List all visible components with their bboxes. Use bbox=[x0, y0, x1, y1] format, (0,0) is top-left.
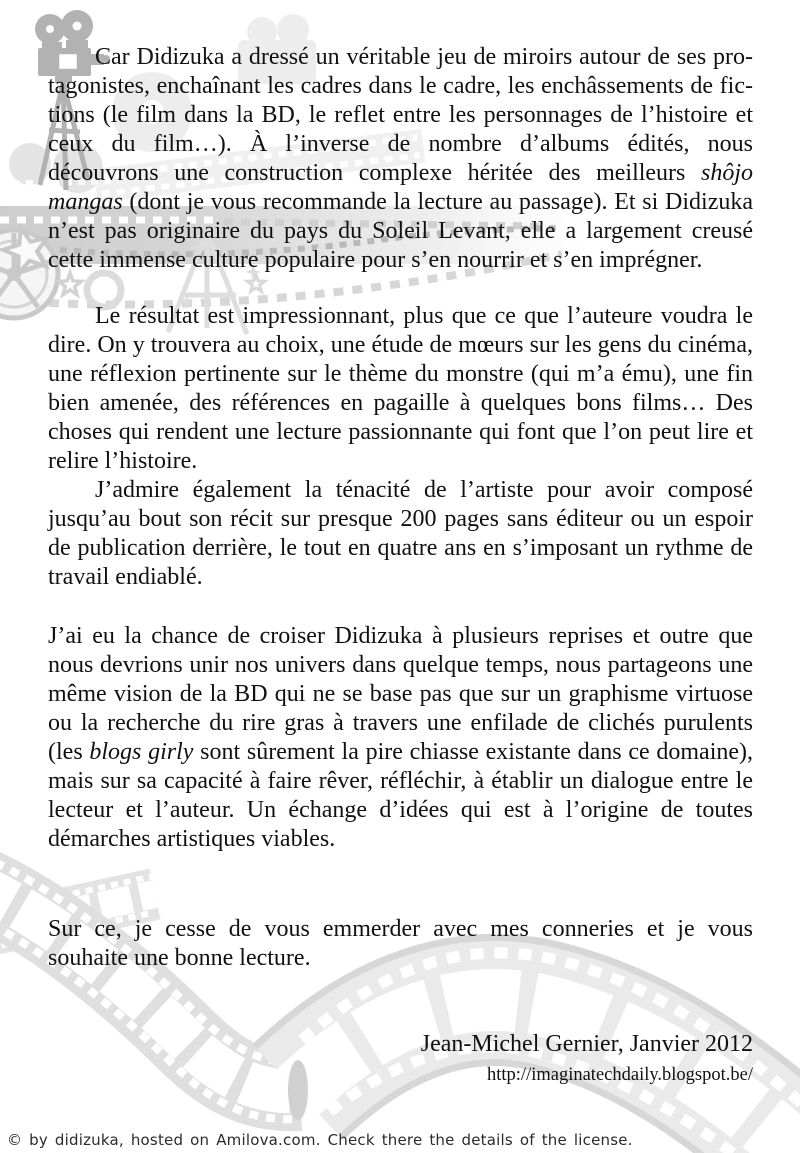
paragraph: Le résultat est impressionnant, plus que ce que l’auteure voudra le dire. On y trouvera au choix, une étude de mœurs sur les gens du cinéma, une réflexion pertinente sur le thème du monstre (qui m’a ému), une fin bien amenée, des références en pagaille à quelques bons films… Des choses qui rendent une lecture passionnante qui font que l’on peut lire et relire l’histoire. bbox=[48, 303, 753, 474]
signature: Jean-Michel Gernier, Janvier 2012 bbox=[420, 1031, 753, 1057]
article bbox=[48, 43, 753, 1087]
paragraph: Car Didizuka a dressé un véritable jeu de miroirs autour de ses protagonistes, enchaînant les cadres dans le cadre, les enchâssements de fictions (le film dans la BD, le reflet entre les personnages de l’histoire et ceux du film…). À l’inverse de nombre d’albums édités, nous découvrons une construction complexe héritée des meilleurs shôjo mangas (dont je vous recommande la lecture au passage). Et si Didizuka n’est pas originaire du pays du Soleil Levant, elle a largement creusé cette immense culture populaire pour s’en nourrir et s’en imprégner. bbox=[48, 44, 753, 273]
paragraph: Sur ce, je cesse de vous emmerder avec mes conneries et je vous souhaite une bonne lecture. bbox=[48, 916, 753, 971]
license-footer: © by didizuka, hosted on Amilova.com. Check there the details of the license. bbox=[7, 1131, 633, 1149]
blog-url: http://imaginatechdaily.blogspot.be/ bbox=[487, 1065, 753, 1085]
article-text bbox=[48, 43, 753, 973]
paragraph: J’ai eu la chance de croiser Didizuka à plusieurs reprises et outre que nous devrions unir nos univers dans quelque temps, nous partageons une même vision de la BD qui ne se base pas que sur un graphisme virtuose ou la recherche du rire gras à travers une enfilade de clichés purulents (les blogs girly sont sûrement la pire chiasse existante dans ce domaine), mais sur sa capacité à faire rêver, réfléchir, à établir un dialogue entre le lecteur et l’auteur. Un échange d’idées qui est à l’origine de toutes démarches artistiques viables. bbox=[48, 623, 754, 852]
paragraph: J’admire également la ténacité de l’artiste pour avoir composé jusqu’au bout son récit sur presque 200 pages sans éditeur ou un espoir de publication derrière, le tout en quatre ans en s’imposant un rythme de travail endiablé. bbox=[48, 477, 753, 590]
